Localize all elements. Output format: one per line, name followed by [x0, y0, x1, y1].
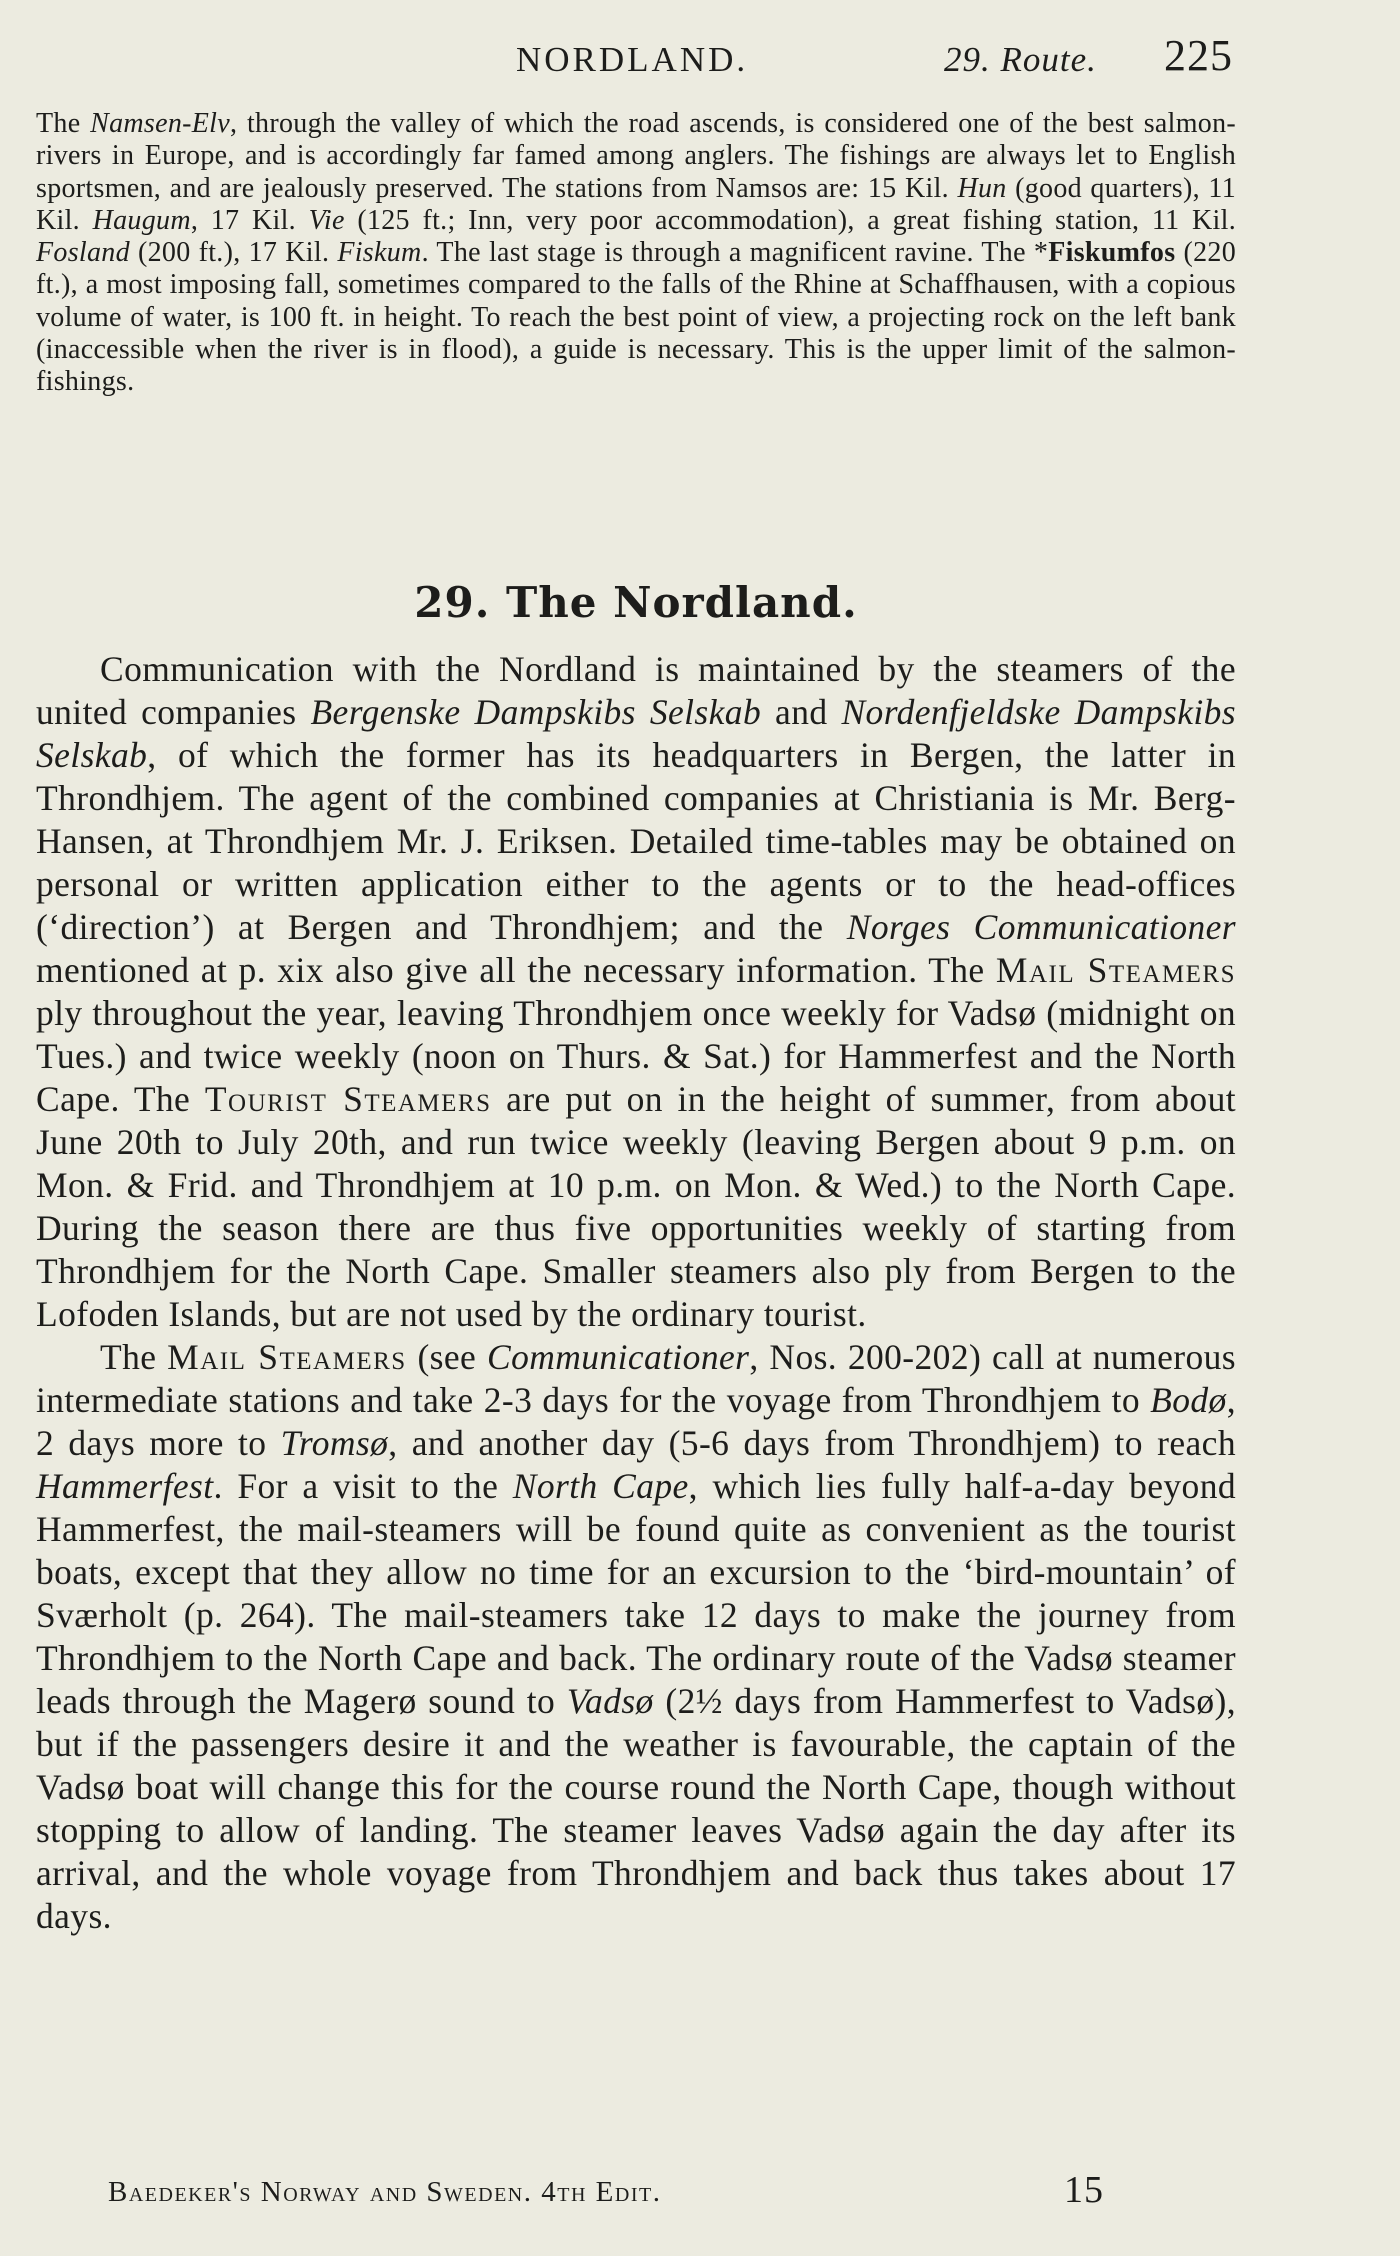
italic-term: Haugum	[92, 204, 191, 236]
italic-term: Bergenske Dampskibs Selskab	[310, 692, 762, 732]
italic-term: Communicationer	[486, 1337, 750, 1377]
running-head	[36, 28, 1236, 88]
italic-term: Hun	[957, 172, 1007, 204]
running-head-route: 29. Route.	[944, 40, 1097, 79]
small-caps-term: Mail Steamers	[167, 1337, 407, 1377]
bold-term: Fiskumfos	[1048, 237, 1176, 269]
italic-term: Norges Communicationer	[846, 907, 1237, 947]
italic-term: Vadsø	[566, 1681, 654, 1721]
italic-term: Hammerfest	[36, 1466, 214, 1506]
italic-term: Bodø	[1150, 1380, 1227, 1420]
body-paragraph: The Mail Steamers (see Communicationer, Nos. 200-202) call at numerous intermediate stations and take 2-3 days for the voyage from Throndhjem to Bodø, 2 days more to Tromsø, and another day (5-6 days from Throndhjem) to reach Hammerfest. For a visit to the North Cape, which lies fully half-a-day beyond Hammerfest, the mail-steamers will be found quite as convenient as the tourist boats, except that they allow no time for an excursion to the ‘bird-mountain’ of Sværholt (p. 264). The mail-steamers take 12 days to make the journey from Throndhjem to the North Cape and back. The ordinary route of the Vadsø steamer leads through the Magerø sound to Vadsø (2½ days from Hammerfest to Vadsø), but if the passengers desire it and the weather is favourable, the captain of the Vadsø boat will change this for the course round the North Cape, though without stopping to allow of landing. The steamer leaves Vadsø again the day after its arrival, and the whole voyage from Throndhjem and back thus takes about 17 days.	[36, 1337, 1237, 1936]
signature-note: Baedeker's Norway and Sweden. 4th Edit.	[108, 2176, 662, 2208]
small-caps-term: Tourist Steamers	[204, 1079, 492, 1119]
body-text	[36, 648, 1236, 1938]
italic-term: Vie	[308, 204, 345, 236]
small-caps-term: Mail Steamers	[995, 950, 1236, 990]
body-paragraph: Communication with the Nordland is maintained by the steamers of the united companies Bergenske Dampskibs Selskab and Nordenfjeldske Dampskibs Selskab, of which the former has its headquarters in Bergen, the latter in Throndhjem. The agent of the combined companies at Christiania is Mr. Berg-Hansen, at Throndhjem Mr. J. Eriksen. Detailed time-tables may be obtained on personal or written application either to the agents or to the head-offices (‘direction’) at Bergen and Throndhjem; and the Norges Communicationer mentioned at p. xix also give all the necessary information. The Mail Steamers ply throughout the year, leaving Throndhjem once weekly for Vadsø (midnight on Tues.) and twice weekly (noon on Thurs. & Sat.) for Hammerfest and the North Cape. The Tourist Steamers are put on in the height of summer, from about June 20th to July 20th, and run twice weekly (leaving Bergen about 9 p.m. on Mon. & Frid. and Throndhjem at 10 p.m. on Mon. & Wed.) to the North Cape. During the season there are thus five opportunities weekly of starting from Throndhjem for the North Cape. Smaller steamers also ply from Bergen to the Lofoden Islands, but are not used by the ordinary tourist.	[36, 649, 1237, 1334]
intro-paragraph: The Namsen-Elv, through the valley of which the road ascends, is considered one of the best salmon-rivers in Europe, and is accordingly far famed among anglers. The fishings are always let to English sportsmen, and are jealously preserved. The stations from Namsos are: 15 Kil. Hun (good quarters), 11 Kil. Haugum, 17 Kil. Vie (125 ft.; Inn, very poor accommodation), a great fishing station, 11 Kil. Fosland (200 ft.), 17 Kil. Fiskum. The last stage is through a magnificent ravine. The *Fiskumfos (220 ft.), a most imposing fall, sometimes compared to the falls of the Rhine at Schaffhausen, with a copious volume of water, is 100 ft. in height. To reach the best point of view, a projecting rock on the left bank (inaccessible when the river is in flood), a guide is necessary. This is the upper limit of the salmon-fishings.	[36, 108, 1237, 398]
italic-term: North Cape	[512, 1466, 689, 1506]
italic-term: Fiskum	[337, 237, 422, 269]
page-number: 225	[1164, 31, 1233, 80]
italic-term: Tromsø	[280, 1423, 389, 1463]
italic-term: Nordenfjeldske Dampskibs Selskab	[36, 692, 1237, 775]
italic-term: Namsen-Elv	[90, 108, 230, 139]
page-footer	[108, 2168, 1208, 2218]
section-heading: 29. The Nordland.	[414, 578, 858, 627]
italic-term: Fosland	[36, 237, 130, 269]
signature-number: 15	[1064, 2169, 1104, 2211]
running-head-section: NORDLAND.	[516, 40, 749, 79]
